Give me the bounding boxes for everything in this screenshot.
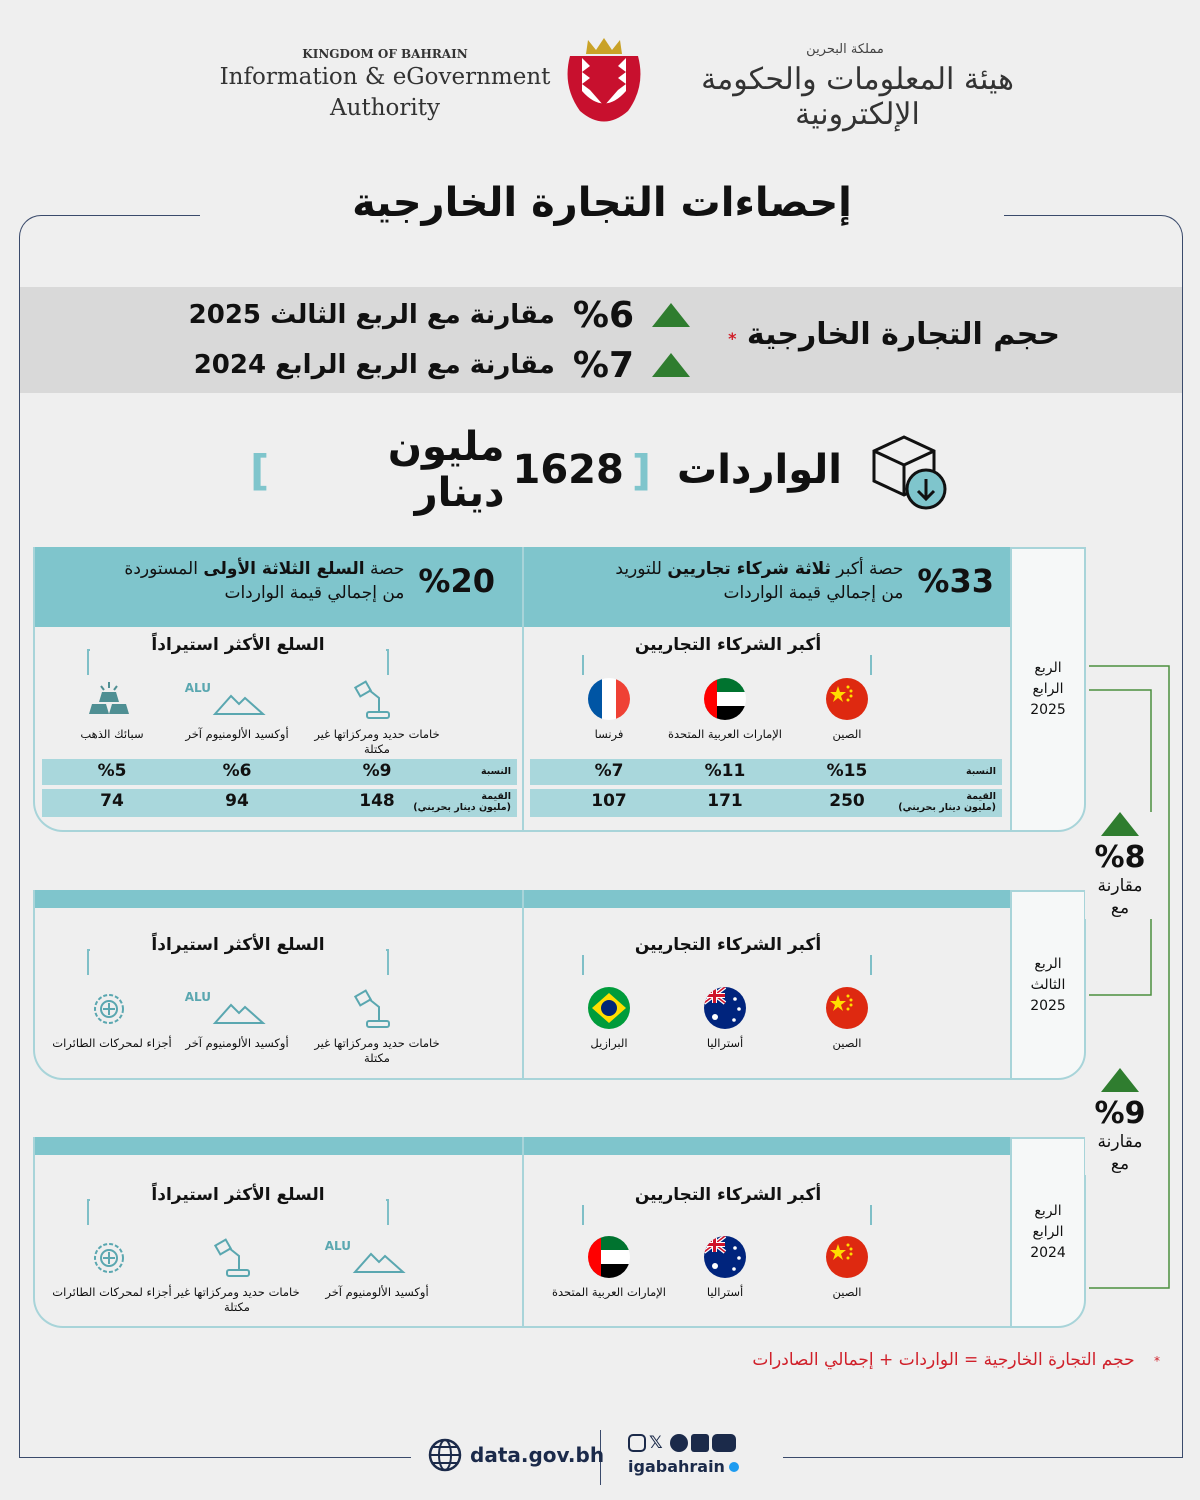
partner-value: 171	[707, 791, 743, 811]
uae-flag-icon	[660, 677, 790, 721]
comparison-q3-2025	[1085, 812, 1155, 919]
partner-name: الإمارات العربية المتحدة	[551, 1285, 667, 1299]
aircraft-parts-icon	[47, 1235, 177, 1279]
stat-pre: حصة أكبر	[830, 559, 904, 579]
value-unit: (مليون دينار بحريني)	[898, 802, 996, 813]
imports-headline	[250, 424, 950, 516]
iron-ore-icon	[312, 986, 442, 1030]
comparison-connectors	[1085, 660, 1175, 1300]
quarter-label-line: 2024	[1030, 1245, 1066, 1261]
goods-item	[47, 986, 177, 1051]
comparison-pct: %8	[1094, 840, 1146, 875]
partner-item	[782, 986, 912, 1051]
partners-title: أكبر الشركاء التجاريين	[578, 635, 878, 655]
up-arrow-icon	[652, 353, 690, 377]
verified-icon	[729, 1462, 739, 1472]
stat-line-2: من إجمالي قيمة الواردات	[723, 583, 904, 603]
quarter-label	[1010, 547, 1086, 832]
box-download-icon	[868, 429, 950, 511]
bahrain-emblem-icon	[560, 36, 648, 132]
comparison-text: مع	[1110, 1154, 1130, 1174]
partner-name: الإمارات العربية المتحدة	[667, 727, 783, 741]
imports-label: الواردات	[677, 447, 842, 493]
value-label	[898, 791, 996, 813]
stat-post: للتوريد	[615, 559, 668, 579]
trade-volume-label	[700, 317, 1060, 352]
goods-item	[172, 677, 302, 742]
goods-value: 94	[225, 791, 249, 811]
goods-share: %9	[362, 761, 392, 781]
goods-section	[35, 890, 522, 1078]
goods-name: خامات حديد ومركزاتها غير مكتلة	[314, 727, 440, 756]
summary-pct: %7	[572, 344, 634, 386]
goods-item	[312, 986, 442, 1066]
stat-text	[124, 557, 404, 605]
quarter-panel	[33, 1137, 1084, 1328]
imports-value: 1628	[512, 447, 624, 493]
comparison-text: مقارنة	[1097, 1132, 1143, 1152]
partner-item	[544, 986, 674, 1051]
partners-title: أكبر الشركاء التجاريين	[578, 1185, 878, 1205]
partners-section	[524, 890, 1010, 1078]
partner-share: %11	[704, 761, 746, 781]
youtube-icon[interactable]	[712, 1434, 736, 1452]
partner-item	[782, 1235, 912, 1300]
share-label: النسبة	[480, 766, 511, 777]
partner-name: الصين	[832, 1285, 862, 1299]
goods-section	[35, 547, 522, 830]
quarter-label-line: 2025	[1030, 997, 1066, 1014]
partners-share-stat	[544, 557, 994, 605]
australia-flag-icon	[660, 1235, 790, 1279]
partners-section	[524, 1137, 1010, 1326]
bracket: ]	[250, 445, 270, 495]
china-flag-icon	[782, 1235, 912, 1279]
stat-pct: %33	[917, 562, 994, 600]
stat-bold: السلع الثلاثة الأولى	[203, 559, 365, 579]
summary-row	[160, 295, 690, 335]
goods-name: أجزاء لمحركات الطائرات	[52, 1036, 172, 1050]
stat-pre: حصة	[364, 559, 405, 579]
quarter-label	[1010, 890, 1086, 1080]
linkedin-icon[interactable]	[691, 1434, 709, 1452]
goods-share: %5	[97, 761, 127, 781]
website-text: data.gov.bh	[470, 1443, 605, 1467]
partner-share: %7	[594, 761, 624, 781]
goods-section	[35, 1137, 522, 1326]
partner-item	[660, 1235, 790, 1300]
goods-item	[312, 677, 442, 757]
footnote	[560, 1350, 1160, 1370]
summary-band	[20, 287, 1182, 393]
up-arrow-icon	[652, 303, 690, 327]
goods-title: السلع الأكثر استيراداً	[90, 935, 386, 955]
aluminium-icon	[312, 1235, 442, 1279]
svg-text:ALU: ALU	[184, 990, 211, 1004]
partners-title: أكبر الشركاء التجاريين	[578, 935, 878, 955]
handle-text: igabahrain	[628, 1457, 725, 1476]
partner-name: فرنسا	[594, 727, 624, 741]
instagram-icon[interactable]	[628, 1434, 646, 1452]
goods-share: %6	[222, 761, 252, 781]
goods-item	[172, 1235, 302, 1315]
goods-item	[47, 1235, 177, 1300]
comparison-pct: %9	[1094, 1096, 1146, 1131]
goods-name: أوكسيد الألومنيوم آخر	[325, 1285, 429, 1299]
quarter-label-line: الرابع	[1032, 1224, 1064, 1240]
logo-kingdom-ar: مملكة البحرين	[806, 42, 884, 57]
goods-value: 148	[359, 791, 395, 811]
share-label: النسبة	[965, 766, 996, 777]
partners-section	[524, 547, 1010, 830]
up-arrow-icon	[1101, 812, 1139, 836]
brazil-flag-icon	[544, 986, 674, 1030]
footnote-asterisk: *	[1154, 1354, 1160, 1368]
goods-item	[47, 677, 177, 742]
goods-name: خامات حديد ومركزاتها غير مكتلة	[314, 1036, 440, 1065]
comparison-text: مع	[1110, 898, 1130, 918]
goods-name: أوكسيد الألومنيوم آخر	[185, 1036, 289, 1050]
website-link[interactable]	[428, 1438, 604, 1472]
summary-text: مقارنة مع الربع الثالث 2025	[188, 300, 555, 330]
quarter-label-line: الربع	[1034, 955, 1062, 972]
aluminium-icon	[172, 986, 302, 1030]
stat-pct: %20	[418, 562, 495, 600]
x-icon[interactable]: 𝕏	[649, 1433, 663, 1453]
value-label	[413, 791, 511, 813]
partner-name: الصين	[832, 1036, 862, 1050]
partner-share: %15	[826, 761, 868, 781]
partner-item	[660, 677, 790, 742]
goods-name: أوكسيد الألومنيوم آخر	[185, 727, 289, 741]
quarter-label	[1010, 1137, 1086, 1328]
goods-title: السلع الأكثر استيراداً	[90, 635, 386, 655]
imports-unit: مليون دينار	[387, 424, 505, 516]
china-flag-icon	[782, 986, 912, 1030]
stat-bold: ثلاثة شركاء تجاريين	[667, 559, 831, 579]
social-handle[interactable]	[628, 1457, 739, 1476]
logo-name-en: Information & eGovernment	[219, 64, 551, 90]
stat-line-2: من إجمالي قيمة الواردات	[224, 583, 405, 603]
goods-item	[172, 986, 302, 1051]
svg-text:ALU: ALU	[324, 1239, 351, 1253]
stat-line	[124, 557, 404, 581]
partner-name: الصين	[832, 727, 862, 741]
iron-ore-icon	[172, 1235, 302, 1279]
gold-bars-icon	[47, 677, 177, 721]
svg-text:ALU: ALU	[184, 681, 211, 695]
partner-item	[782, 677, 912, 742]
partner-name: البرازيل	[590, 1036, 628, 1050]
footnote-asterisk: *	[728, 329, 737, 348]
goods-item	[312, 1235, 442, 1300]
globe-icon	[428, 1438, 462, 1472]
partner-value: 107	[591, 791, 627, 811]
goods-share-stat	[55, 557, 495, 605]
quarter-panel	[33, 890, 1084, 1080]
summary-row	[160, 345, 690, 385]
partner-item	[660, 986, 790, 1051]
comparison-text: مقارنة	[1097, 876, 1143, 896]
goods-name: سبائك الذهب	[80, 727, 144, 741]
partner-item	[544, 1235, 674, 1300]
australia-flag-icon	[660, 986, 790, 1030]
quarter-panel	[33, 547, 1084, 832]
quarter-label-line: 2025	[1030, 702, 1066, 718]
uae-flag-icon	[544, 1235, 674, 1279]
aluminium-icon	[172, 677, 302, 721]
partner-value: 250	[829, 791, 865, 811]
social-icons	[628, 1434, 736, 1452]
aircraft-parts-icon	[47, 986, 177, 1030]
stat-post: المستوردة	[124, 559, 204, 579]
partner-name: أستراليا	[706, 1036, 744, 1050]
partner-name: أستراليا	[706, 1285, 744, 1299]
logo-kingdom-text: KINGDOM OF BAHRAIN	[302, 47, 468, 61]
quarter-label-line: الربع	[1034, 1203, 1062, 1219]
page-title: إحصاءات التجارة الخارجية	[352, 180, 852, 226]
value-label-text: القيمة	[966, 791, 996, 802]
france-flag-icon	[544, 677, 674, 721]
quarter-label-line: الرابع	[1032, 681, 1064, 697]
up-arrow-icon	[1101, 1068, 1139, 1092]
logo-name-en-2: Authority	[330, 95, 440, 121]
comparison-q4-2024	[1085, 1068, 1155, 1175]
bracket: [	[631, 445, 652, 495]
trade-volume-text: حجم التجارة الخارجية	[746, 317, 1060, 352]
china-flag-icon	[782, 677, 912, 721]
logo-name-ar: هيئة المعلومات والحكومة الإلكترونية	[701, 62, 1014, 132]
value-label-text: القيمة	[481, 791, 511, 802]
quarter-label-line: الربع	[1034, 660, 1062, 676]
stat-text	[615, 557, 903, 605]
partner-item	[544, 677, 674, 742]
facebook-icon[interactable]	[670, 1434, 688, 1452]
goods-name: خامات حديد ومركزاتها غير مكتلة	[174, 1285, 300, 1314]
footnote-text: حجم التجارة الخارجية = الواردات + إجمالي الصادرات	[752, 1350, 1135, 1370]
goods-value: 74	[100, 791, 124, 811]
stat-line	[615, 557, 903, 581]
summary-text: مقارنة مع الربع الرابع 2024	[193, 350, 555, 380]
iron-ore-icon	[312, 677, 442, 721]
goods-title: السلع الأكثر استيراداً	[90, 1185, 386, 1205]
value-unit: (مليون دينار بحريني)	[413, 802, 511, 813]
goods-name: أجزاء لمحركات الطائرات	[52, 1285, 172, 1299]
summary-pct: %6	[572, 294, 634, 336]
quarter-label-line: الثالث	[1030, 976, 1066, 993]
